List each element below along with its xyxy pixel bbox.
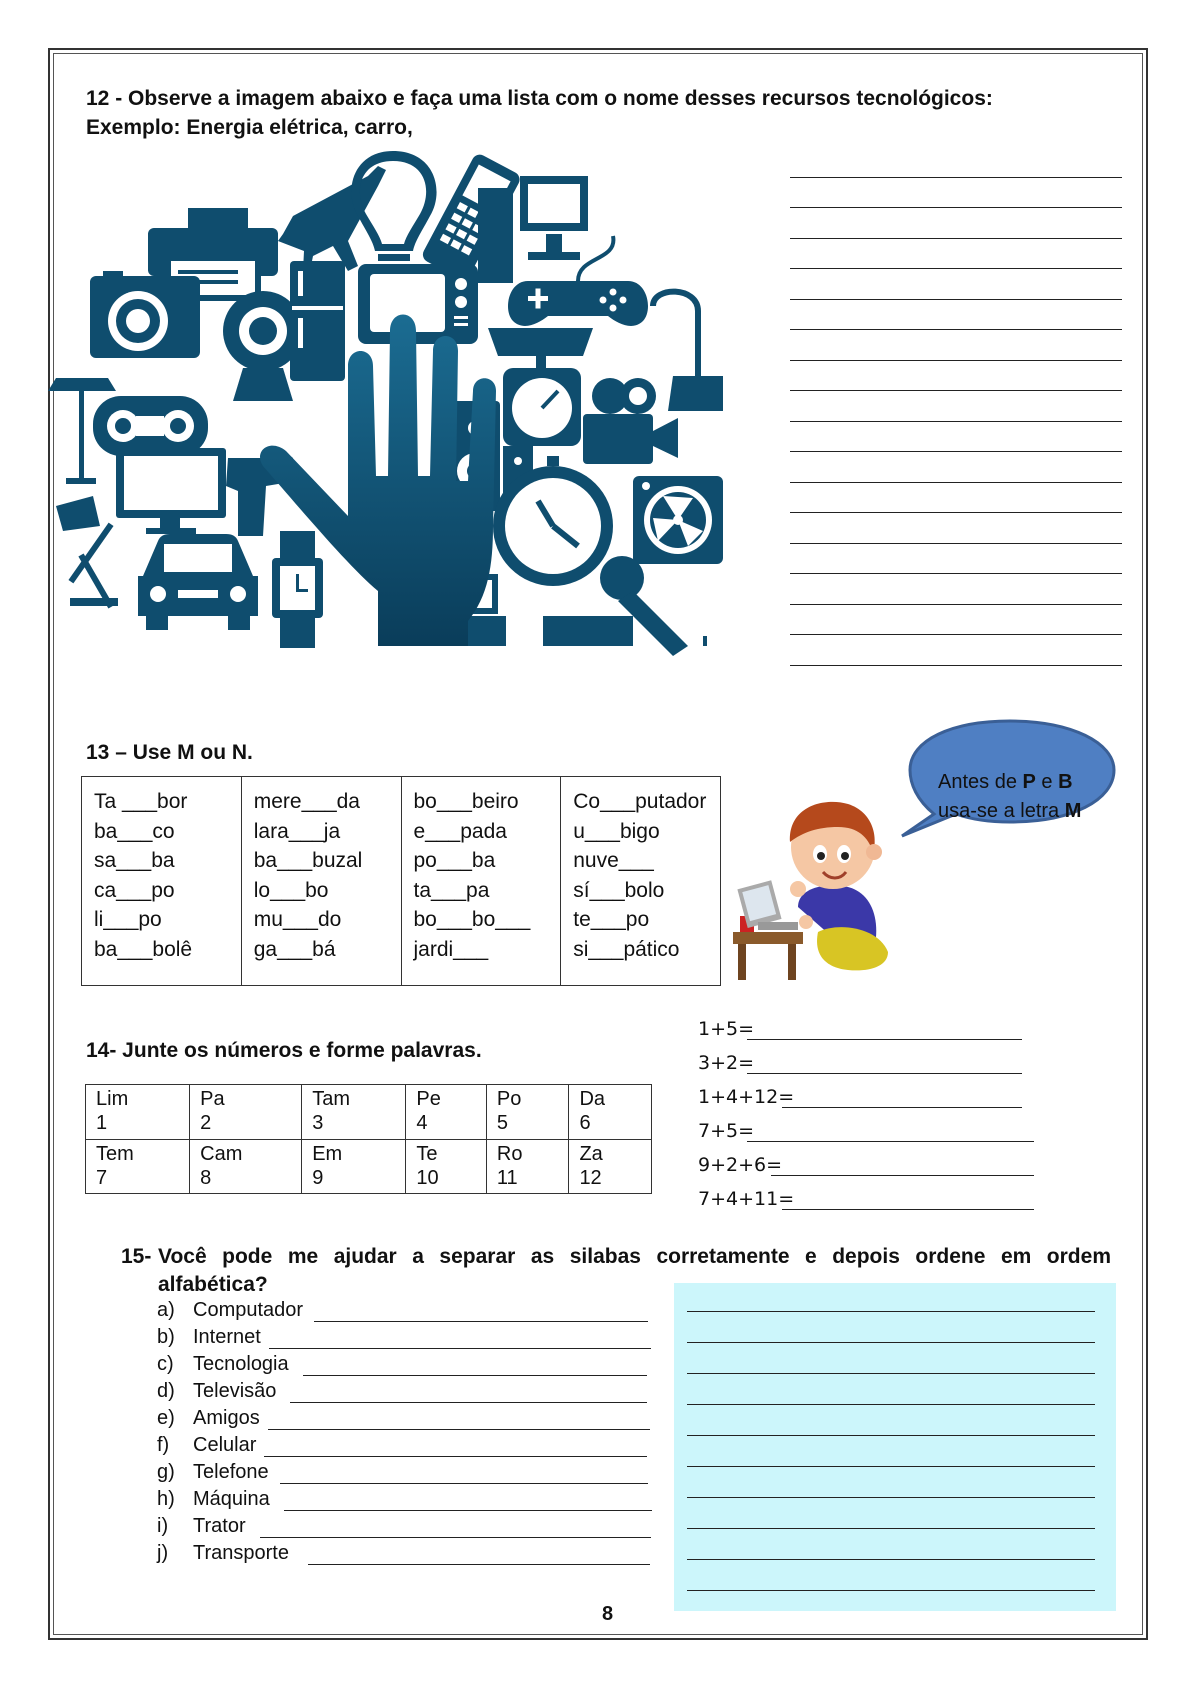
answer-line[interactable]: [790, 482, 1122, 483]
syllable-cell: Za 12: [569, 1139, 652, 1194]
car-icon: [138, 534, 258, 630]
list-item: b) Internet: [157, 1326, 261, 1348]
word-item: sí___bolo: [573, 878, 665, 902]
word-item: ga___bá: [253, 937, 336, 961]
syllable-answer-line[interactable]: [308, 1564, 650, 1565]
syllable-answer-line[interactable]: [284, 1510, 652, 1511]
word-item: ba___co: [94, 819, 175, 843]
technology-illustration: [48, 146, 788, 682]
syllable-cell: Cam 8: [190, 1139, 302, 1194]
q12-example: Exemplo: Energia elétrica, carro,: [86, 116, 413, 139]
sum-answer-line[interactable]: [771, 1175, 1034, 1176]
boy-with-laptop-illustration: [728, 792, 898, 984]
answer-line[interactable]: [790, 573, 1122, 574]
list-item: i) Trator: [157, 1515, 246, 1537]
alphabetical-answer-line[interactable]: [687, 1528, 1095, 1529]
q13-column-1: [82, 777, 242, 986]
syllable-answer-line[interactable]: [268, 1429, 650, 1430]
syllable-answer-line[interactable]: [269, 1348, 651, 1349]
refrigerator-icon: [290, 261, 345, 381]
word-item: li___po: [94, 908, 162, 931]
television-icon: [358, 264, 478, 344]
word-item: ba___bolê: [94, 937, 193, 961]
answer-line[interactable]: [790, 665, 1122, 666]
answer-line[interactable]: [790, 604, 1122, 605]
word-item: lara___ja: [253, 819, 341, 843]
q13-title: 13 – Use M ou N.: [86, 741, 253, 764]
answer-line[interactable]: [790, 299, 1122, 300]
desk-lamp-icon: [56, 496, 118, 608]
list-item: c) Tecnologia: [157, 1353, 289, 1375]
syllable-cell: Po 5: [486, 1085, 569, 1140]
syllable-answer-line[interactable]: [280, 1483, 648, 1484]
word-item: Ta ___bor: [94, 790, 188, 813]
syllable-cell: Da 6: [569, 1085, 652, 1140]
alphabetical-answer-line[interactable]: [687, 1435, 1095, 1436]
syllable-cell: Ro 11: [486, 1139, 569, 1194]
answer-line[interactable]: [790, 512, 1122, 513]
syllable-cell: Em 9: [302, 1139, 406, 1194]
camera-icon: [90, 271, 200, 358]
alphabetical-answer-line[interactable]: [687, 1404, 1095, 1405]
q15-title-line2: alfabética?: [158, 1273, 268, 1296]
word-item: po___ba: [413, 849, 496, 872]
video-camera-icon: [583, 378, 678, 464]
word-item: si___pático: [573, 937, 680, 961]
word-item: jardi___: [413, 937, 489, 961]
alphabetical-answer-line[interactable]: [687, 1342, 1095, 1343]
q13-column-4: [561, 777, 721, 986]
q14-title: 14- Junte os números e forme palavras.: [86, 1039, 482, 1062]
list-item: h) Máquina: [157, 1488, 270, 1510]
word-item: ta___pa: [413, 878, 490, 902]
table-icon: [733, 932, 803, 944]
sum-answer-line[interactable]: [747, 1073, 1022, 1074]
sum-answer-line[interactable]: [782, 1209, 1034, 1210]
answer-line[interactable]: [790, 329, 1122, 330]
word-item: lo___bo: [253, 878, 329, 902]
syllable-cell: Pe 4: [406, 1085, 487, 1140]
word-item: nuve___: [573, 849, 654, 872]
answer-line[interactable]: [790, 268, 1122, 269]
word-item: mere___da: [253, 790, 360, 813]
syllable-answer-line[interactable]: [314, 1321, 648, 1322]
alphabetical-answer-line[interactable]: [687, 1497, 1095, 1498]
list-item: f) Celular: [157, 1434, 257, 1456]
answer-line[interactable]: [790, 390, 1122, 391]
list-item: j) Transporte: [157, 1542, 289, 1564]
airplane-icon: [278, 166, 386, 271]
alphabetical-answer-line[interactable]: [687, 1373, 1095, 1374]
answer-line[interactable]: [790, 207, 1122, 208]
word-item: bo___beiro: [413, 790, 519, 813]
boombox-icon: [93, 396, 208, 456]
sum-answer-line[interactable]: [747, 1039, 1022, 1040]
answer-line[interactable]: [790, 451, 1122, 452]
alphabetical-answer-line[interactable]: [687, 1466, 1095, 1467]
page-number: 8: [602, 1603, 614, 1625]
word-item: Co___putador: [573, 790, 707, 813]
sum-label: 7+4+11=: [698, 1188, 795, 1210]
sum-label: 1+5=: [698, 1018, 755, 1040]
q15-title-line1: Você pode me ajudar a separar as silabas corretamente e depois ordene em ordem: [158, 1245, 1111, 1268]
answer-line[interactable]: [790, 238, 1122, 239]
answer-line[interactable]: [790, 360, 1122, 361]
q13-column-3: [401, 777, 561, 986]
word-item: bo___bo___: [413, 908, 531, 931]
alphabetical-answer-line[interactable]: [687, 1590, 1095, 1591]
word-item: te___po: [573, 908, 650, 931]
sum-label: 1+4+12=: [698, 1086, 795, 1108]
syllable-answer-line[interactable]: [260, 1537, 651, 1538]
word-item: ba___buzal: [253, 849, 363, 872]
light-bulb-icon: [351, 151, 436, 280]
q13-column-2: [241, 777, 401, 986]
list-item: g) Telefone: [157, 1461, 269, 1483]
sum-label: 9+2+6=: [698, 1154, 783, 1176]
syllable-cell: Pa 2: [190, 1085, 302, 1140]
alphabetical-answer-line[interactable]: [687, 1311, 1095, 1312]
syllable-answer-line[interactable]: [264, 1456, 647, 1457]
syllable-cell: Lim 1: [86, 1085, 190, 1140]
kitchen-scale-icon: [488, 328, 593, 446]
tablet-icon: [543, 616, 633, 646]
vacuum-cleaner-icon: [653, 292, 723, 411]
word-item: mu___do: [253, 908, 342, 931]
q15-answer-box: [674, 1283, 1116, 1611]
sum-label: 3+2=: [698, 1052, 755, 1074]
word-item: e___pada: [413, 819, 507, 843]
syllable-cell: Te 10: [406, 1139, 487, 1194]
answer-line[interactable]: [790, 634, 1122, 635]
answer-line[interactable]: [790, 543, 1122, 544]
wristwatch-icon: [272, 531, 323, 648]
list-item: e) Amigos: [157, 1407, 260, 1429]
word-item: ca___po: [94, 878, 175, 902]
answer-line[interactable]: [790, 177, 1122, 178]
syllable-cell: Tem 7: [86, 1139, 190, 1194]
alphabetical-answer-line[interactable]: [687, 1559, 1095, 1560]
sum-label: 7+5=: [698, 1120, 755, 1142]
q13-word-table: [81, 776, 721, 986]
monitor-icon: [116, 448, 226, 534]
sum-answer-line[interactable]: [747, 1141, 1034, 1142]
syllable-answer-line[interactable]: [290, 1402, 647, 1403]
q15-number: 15-: [121, 1245, 152, 1268]
word-item: sa___ba: [94, 849, 175, 872]
sum-answer-line[interactable]: [782, 1107, 1022, 1108]
q14-syllable-table: [85, 1084, 652, 1194]
speech-bubble-text: Antes de P e B usa-se a letra M: [938, 771, 1082, 822]
syllable-answer-line[interactable]: [303, 1375, 647, 1376]
fan-icon: [633, 476, 723, 564]
word-item: u___bigo: [573, 819, 660, 843]
list-item: a) Computador: [157, 1299, 304, 1321]
desktop-computer-icon: [478, 176, 588, 283]
q12-title: 12 - Observe a imagem abaixo e faça uma lista com o nome desses recursos tecnológicos:: [86, 87, 993, 110]
game-controller-icon: [508, 236, 648, 326]
cable-icon: [703, 636, 707, 646]
list-item: d) Televisão: [157, 1380, 277, 1402]
syllable-cell: Tam 3: [302, 1085, 406, 1140]
answer-line[interactable]: [790, 421, 1122, 422]
